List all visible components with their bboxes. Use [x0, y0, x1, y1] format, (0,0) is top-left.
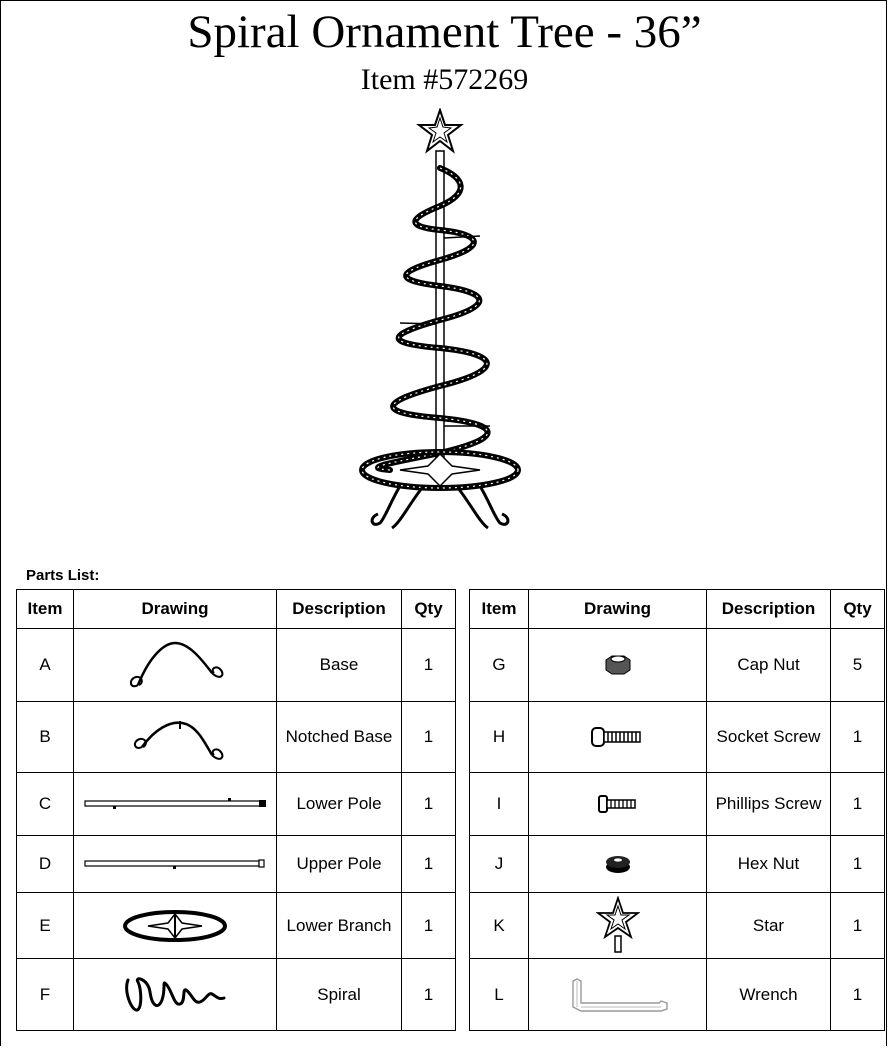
row-description: Wrench: [707, 959, 831, 1031]
phillips-screw-drawing: [593, 792, 643, 816]
row-description: Socket Screw: [707, 702, 831, 773]
drawing-cell: [529, 836, 707, 893]
row-item: G: [470, 629, 529, 702]
hex-nut-drawing: [598, 851, 638, 877]
socket-screw-drawing: [588, 722, 648, 752]
drawing-cell: [529, 702, 707, 773]
drawing-cell: [74, 959, 277, 1031]
parts-table-left: [16, 589, 456, 1031]
row-description: Hex Nut: [707, 836, 831, 893]
header-qty: Qty: [831, 590, 885, 629]
header-item: Item: [470, 590, 529, 629]
cap-nut-drawing: [598, 650, 638, 680]
drawing-cell: [74, 836, 277, 893]
drawing-cell: [74, 893, 277, 959]
row-qty: 1: [402, 773, 456, 836]
page-title: Spiral Ornament Tree - 36”: [187, 6, 702, 58]
notched-base-drawing: [120, 707, 230, 767]
row-item: B: [17, 702, 74, 773]
drawing-cell: [529, 773, 707, 836]
row-description: Base: [277, 629, 402, 702]
row-description: Lower Pole: [277, 773, 402, 836]
row-description: Notched Base: [277, 702, 402, 773]
item-number: Item #572269: [360, 63, 529, 96]
row-qty: 5: [831, 629, 885, 702]
row-qty: 1: [831, 773, 885, 836]
tree-illustration: [330, 108, 550, 548]
table-row: [470, 836, 885, 893]
table-row: [17, 959, 456, 1031]
row-item: K: [470, 893, 529, 959]
lower-branch-drawing: [120, 906, 230, 946]
table-row: [17, 773, 456, 836]
row-item: F: [17, 959, 74, 1031]
table-row: [470, 893, 885, 959]
parts-table-right: [469, 589, 885, 1031]
table-row: [17, 702, 456, 773]
header-drawing: Drawing: [529, 590, 707, 629]
row-item: A: [17, 629, 74, 702]
row-description: Lower Branch: [277, 893, 402, 959]
row-qty: 1: [831, 959, 885, 1031]
row-item: C: [17, 773, 74, 836]
row-qty: 1: [831, 836, 885, 893]
row-description: Phillips Screw: [707, 773, 831, 836]
drawing-cell: [529, 629, 707, 702]
wrench-drawing: [563, 973, 673, 1017]
table-row: [17, 629, 456, 702]
row-item: H: [470, 702, 529, 773]
row-qty: 1: [831, 702, 885, 773]
spiral-drawing: [120, 970, 230, 1020]
drawing-cell: [74, 702, 277, 773]
upper-pole-drawing: [83, 857, 268, 871]
row-qty: 1: [402, 629, 456, 702]
row-qty: 1: [402, 893, 456, 959]
star-drawing: [596, 896, 640, 956]
row-item: J: [470, 836, 529, 893]
drawing-cell: [529, 893, 707, 959]
lower-pole-drawing: [83, 797, 268, 811]
header-description: Description: [707, 590, 831, 629]
table-row: [470, 773, 885, 836]
row-description: Cap Nut: [707, 629, 831, 702]
row-description: Spiral: [277, 959, 402, 1031]
parts-list-label: Parts List:: [26, 567, 100, 584]
row-qty: 1: [402, 836, 456, 893]
table-header-row: [17, 590, 456, 629]
table-row: [470, 702, 885, 773]
table-header-row: [470, 590, 885, 629]
base-drawing: [120, 635, 230, 695]
row-qty: 1: [402, 702, 456, 773]
header-drawing: Drawing: [74, 590, 277, 629]
table-row: [17, 836, 456, 893]
header-item: Item: [17, 590, 74, 629]
table-row: [470, 629, 885, 702]
header-qty: Qty: [402, 590, 456, 629]
row-item: I: [470, 773, 529, 836]
row-item: L: [470, 959, 529, 1031]
table-row: [470, 959, 885, 1031]
header-description: Description: [277, 590, 402, 629]
drawing-cell: [74, 629, 277, 702]
row-item: D: [17, 836, 74, 893]
table-row: [17, 893, 456, 959]
drawing-cell: [74, 773, 277, 836]
row-qty: 1: [831, 893, 885, 959]
row-description: Upper Pole: [277, 836, 402, 893]
row-qty: 1: [402, 959, 456, 1031]
row-item: E: [17, 893, 74, 959]
row-description: Star: [707, 893, 831, 959]
drawing-cell: [529, 959, 707, 1031]
